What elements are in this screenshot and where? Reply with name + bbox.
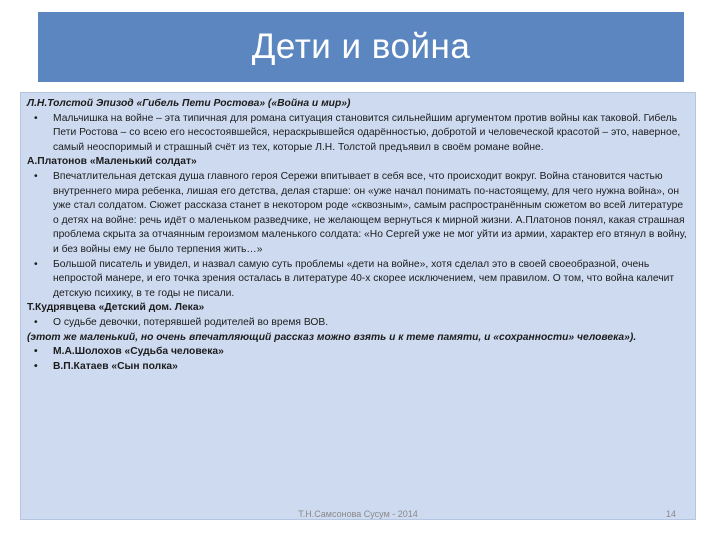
footer-author: Т.Н.Самсонова Сусум - 2014 xyxy=(298,509,418,519)
section-heading-platonov: А.Платонов «Маленький солдат» xyxy=(27,156,197,168)
bullet-platonov-1 xyxy=(27,170,689,258)
bullet-platonov-2 xyxy=(27,258,689,302)
bullet-tolstoy xyxy=(27,112,689,156)
slide-number: 14 xyxy=(665,509,676,519)
bullet-text: М.А.Шолохов «Судьба человека» xyxy=(53,346,224,358)
bullet-icon: • xyxy=(34,346,38,358)
bullet-text: Мальчишка на войне – эта типичная для романа ситуация становится сильнейшим аргументом против войны как таковой. Гибель Пети Ростова – со всею его несостоявшейся, нераскрывшейся одарённостью, добротой и человеческой красотой – это, наверное, самый неоспоримый и страшный счёт из тех, которые Л.Н. Толстой предъявил в своём романе войне. xyxy=(53,112,681,153)
bullet-icon: • xyxy=(34,360,38,372)
bullet-kataev xyxy=(27,360,689,375)
bullet-text: В.П.Катаев «Сын полка» xyxy=(53,360,178,372)
bullet-sholokhov xyxy=(27,345,689,360)
bullet-icon: • xyxy=(34,258,38,270)
note-kudryavtseva: (этот же маленький, но очень впечатляющий рассказ можно взять и к теме памяти, и «сохранности» человека»). xyxy=(27,331,637,343)
content-panel xyxy=(20,92,696,520)
bullet-text: О судьбе девочки, потерявшей родителей во время ВОВ. xyxy=(53,316,329,328)
bullet-icon: • xyxy=(34,316,38,328)
bullet-icon: • xyxy=(34,170,38,182)
bullet-text: Большой писатель и увидел, и назвал самую суть проблемы «дети на войне», хотя сделал это в своей своеобразной, очень непростой манере, и его точка зрения осталась в литературе 40-х скорее исключением, чем правилом. О том, что война калечит детскую психику, в те годы не писали. xyxy=(53,258,675,299)
bullet-text: Впечатлительная детская душа главного героя Сережи впитывает в себя все, что происходит вокруг. Война становится частью внутреннего мира ребенка, лишая его детства, делая старше: он «уже начал понимать по-настоящему, для чего нужна война», он уже стал солдатом. Сюжет рассказа станет в некотором роде «сквозным», самым распространённым сюжетом во всей литературе о детях на войне: речь идёт о маленьком разведчике, не желающем вернуться к мирной жизни. А.Платонов понял, какая страшная проблема скрыта за отчаянным героизмом маленького солдата: «Но Сергей уже не мог уйти из армии, характер его втянул в войну, и без войны ему не было терпения жить…» xyxy=(53,170,687,255)
title-bar xyxy=(38,12,684,82)
section-heading-tolstoy: Л.Н.Толстой Эпизод «Гибель Пети Ростова» («Война и мир») xyxy=(27,98,351,109)
bullet-kudryavtseva xyxy=(27,316,689,331)
slide-footer xyxy=(20,509,696,523)
section-heading-kudryavtseva: Т.Кудрявцева «Детский дом. Лека» xyxy=(27,302,205,314)
page-title: Дети и война xyxy=(251,27,471,66)
bullet-icon: • xyxy=(34,112,38,124)
